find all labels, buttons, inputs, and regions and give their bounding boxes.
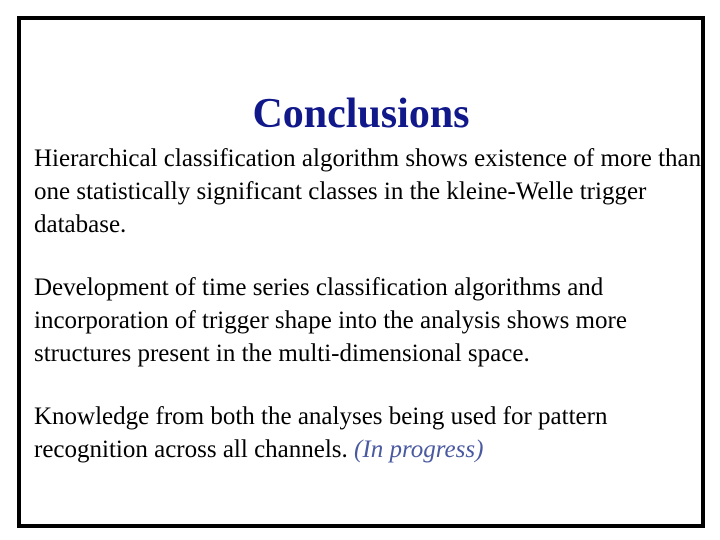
in-progress-note: (In progress): [354, 436, 484, 463]
slide-title: Conclusions: [252, 91, 470, 137]
paragraph-knowledge-text: Knowledge from both the analyses being used for pattern recognition across all channels.: [34, 403, 608, 463]
slide-frame: [17, 16, 705, 528]
paragraph-time-series: Development of time series classification algorithms and incorporation of trigger shape into the analysis shows more structures present in the multi-dimensional space.: [34, 274, 627, 367]
paragraph-hierarchical: Hierarchical classification algorithm shows existence of more than one statistically significant classes in the kleine-Welle trigger database.: [34, 145, 702, 238]
paragraph-knowledge: [34, 400, 702, 466]
slide-body: [34, 142, 702, 496]
